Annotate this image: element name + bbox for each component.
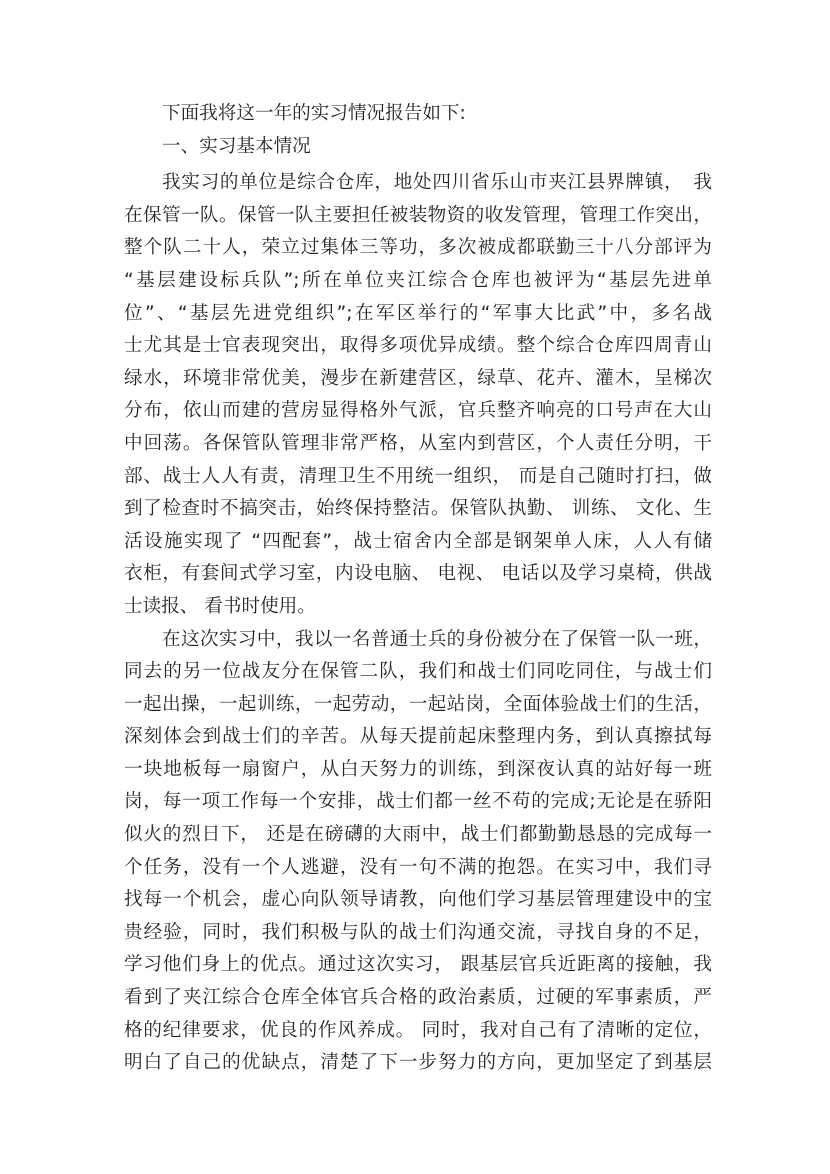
paragraph-line: 明白了自己的优缺点，清楚了下一步努力的方向，更加坚定了到基层 bbox=[124, 1052, 712, 1074]
paragraph-line: 中回荡。各保管队管理非常严格，从室内到营区，个人责任分明，干 bbox=[124, 432, 712, 454]
paragraph-line: 深刻体会到战士们的辛苦。从每天提前起床整理内务，到认真擦拭每 bbox=[124, 726, 712, 748]
paragraph-line: 一起出操，一起训练，一起劳动，一起站岗，全面体验战士们的生活， bbox=[124, 693, 712, 715]
paragraph-line: 贵经验，同时，我们积极与队的战士们沟通交流，寻找自身的不足， bbox=[124, 921, 712, 943]
paragraph-line: 衣柜，有套间式学习室，内设电脑、 电视、 电话以及学习桌椅，供战 bbox=[124, 563, 712, 585]
paragraph-line: 学习他们身上的优点。通过这次实习， 跟基层官兵近距离的接触，我 bbox=[124, 954, 712, 976]
paragraph-line: 看到了夹江综合仓库全体官兵合格的政治素质，过硬的军事素质，严 bbox=[124, 987, 712, 1009]
paragraph-line: 分布，依山而建的营房显得格外气派，官兵整齐响亮的口号声在大山 bbox=[124, 400, 712, 422]
intro-line: 下面我将这一年的实习情况报告如下: bbox=[162, 103, 466, 124]
paragraph-line: 我实习的单位是综合仓库，地处四川省乐山市夹江县界牌镇， 我 bbox=[162, 172, 712, 194]
paragraph-line: 部、战士人人有责，清理卫生不用统一组织， 而是自己随时打扫，做 bbox=[124, 465, 712, 487]
paragraph-1 bbox=[124, 167, 712, 623]
section-heading: 一、实习基本情况 bbox=[162, 135, 311, 157]
paragraph-line: 在保管一队。保管一队主要担任被装物资的收发管理，管理工作突出， bbox=[124, 204, 712, 226]
paragraph-line: 似火的烈日下， 还是在磅礴的大雨中，战士们都勤勤恳恳的完成每一 bbox=[124, 824, 712, 846]
paragraph-line: 士尤其是士官表现突出，取得多项优异成绩。整个综合仓库四周青山 bbox=[124, 335, 712, 357]
paragraph-line: “基层建设标兵队”;所在单位夹江综合仓库也被评为“基层先进单 bbox=[124, 269, 712, 291]
paragraph-line: 整个队二十人，荣立过集体三等功，多次被成都联勤三十八分部评为 bbox=[124, 237, 712, 259]
paragraph-line: 士读报、 看书时使用。 bbox=[124, 595, 316, 617]
paragraph-line: 岗，每一项工作每一个安排，战士们都一丝不苟的完成;无论是在骄阳 bbox=[124, 791, 712, 813]
paragraph-line: 个任务，没有一个人逃避，没有一句不满的抱怨。在实习中，我们寻 bbox=[124, 856, 712, 878]
paragraph-line: 找每一个机会，虚心向队领导请教，向他们学习基层管理建设中的宝 bbox=[124, 889, 712, 911]
paragraph-2 bbox=[124, 624, 712, 1080]
paragraph-line: 位”、“基层先进党组织”;在军区举行的“军事大比武”中，多名战 bbox=[124, 302, 712, 324]
paragraph-line: 在这次实习中，我以一名普通士兵的身份被分在了保管一队一班， bbox=[162, 628, 712, 650]
document-page bbox=[124, 98, 712, 1080]
paragraph-line: 格的纪律要求，优良的作风养成。 同时，我对自己有了清晰的定位， bbox=[124, 1019, 712, 1041]
paragraph-line: 到了检查时不搞突击，始终保持整洁。保管队执勤、 训练、 文化、生 bbox=[124, 498, 712, 520]
paragraph-line: 同去的另一位战友分在保管二队，我们和战士们同吃同住，与战士们 bbox=[124, 661, 712, 683]
paragraph-line: 绿水，环境非常优美，漫步在新建营区，绿草、花卉、灌木，呈梯次 bbox=[124, 367, 712, 389]
paragraph-line: 活设施实现了 “四配套”，战士宿舍内全部是钢架单人床，人人有储 bbox=[124, 530, 712, 552]
paragraph-line: 一块地板每一扇窗户，从白天努力的训练，到深夜认真的站好每一班 bbox=[124, 758, 712, 780]
